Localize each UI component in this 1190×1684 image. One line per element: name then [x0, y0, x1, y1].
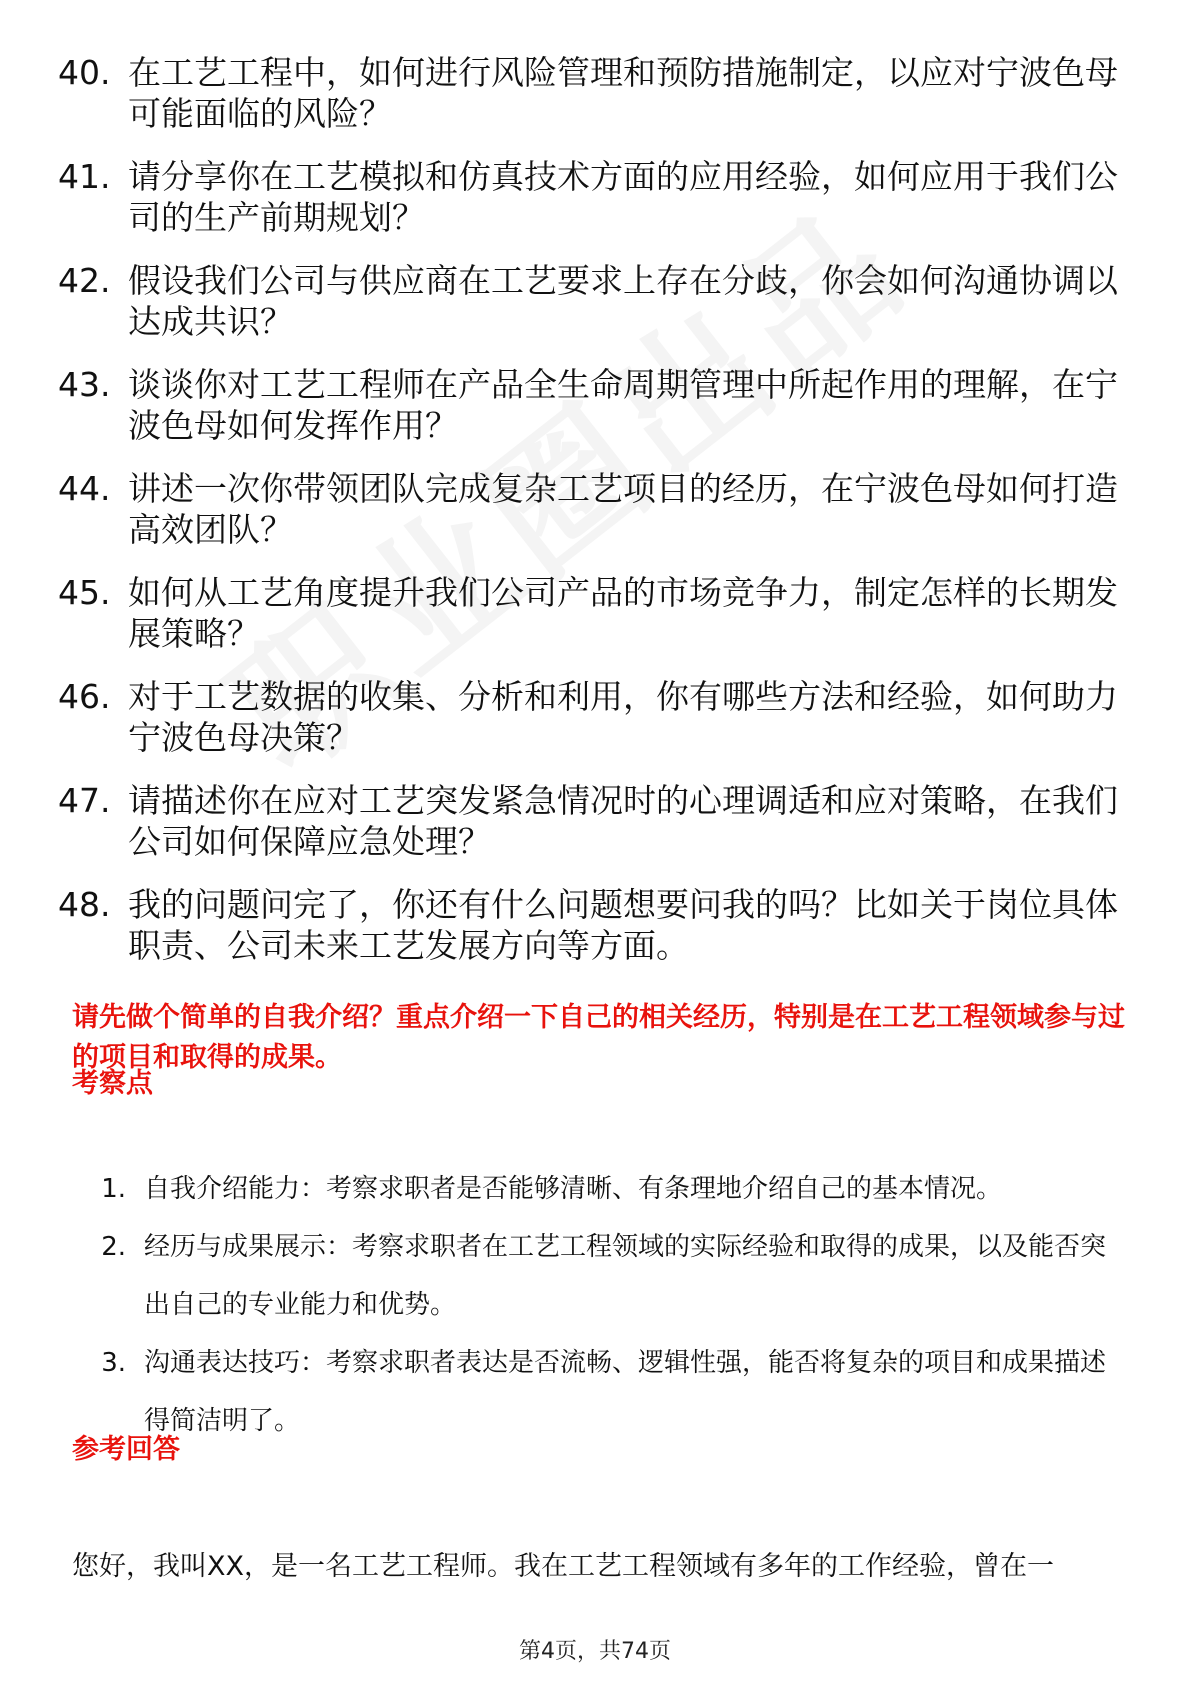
question-number: 44. [58, 469, 111, 508]
question-number: 42. [58, 261, 111, 300]
assessment-points-list [72, 1160, 1122, 1450]
assessment-point [72, 1160, 1122, 1218]
question-text: 如何从工艺角度提升我们公司产品的市场竞争力，制定怎样的长期发展策略？ [128, 573, 1118, 653]
point-text: 沟通表达技巧：考察求职者表达是否流畅、逻辑性强，能否将复杂的项目和成果描述得简洁明了。 [144, 1348, 1107, 1436]
question-number: 43. [58, 365, 111, 404]
point-number: 1. [101, 1174, 126, 1204]
page-footer: 第4页，共74页 [519, 1639, 671, 1664]
question-number: 45. [58, 573, 111, 612]
question-item [58, 468, 1118, 550]
point-number: 2. [101, 1232, 126, 1262]
assessment-heading: 考察点 [72, 1068, 153, 1099]
assessment-point [72, 1218, 1122, 1334]
assessment-point [72, 1334, 1122, 1450]
question-number: 47. [58, 781, 111, 820]
point-text: 自我介绍能力：考察求职者是否能够清晰、有条理地介绍自己的基本情况。 [144, 1174, 1003, 1204]
question-text: 讲述一次你带领团队完成复杂工艺项目的经历，在宁波色母如何打造高效团队？ [128, 469, 1118, 549]
question-number: 48. [58, 885, 111, 924]
question-item [58, 884, 1118, 966]
question-list [58, 52, 1118, 988]
point-text: 经历与成果展示：考察求职者在工艺工程领域的实际经验和取得的成果，以及能否突出自己的专业能力和优势。 [144, 1232, 1107, 1320]
answer-heading: 参考回答 [72, 1434, 180, 1465]
question-number: 40. [58, 53, 111, 92]
question-text: 在工艺工程中，如何进行风险管理和预防措施制定，以应对宁波色母可能面临的风险？ [128, 53, 1118, 133]
question-text: 我的问题问完了，你还有什么问题想要问我的吗？比如关于岗位具体职责、公司未来工艺发展方向等方面。 [128, 885, 1118, 965]
question-item [58, 676, 1118, 758]
question-item [58, 156, 1118, 238]
highlight-question: 请先做个简单的自我介绍？重点介绍一下自己的相关经历，特别是在工艺工程领域参与过的项目和取得的成果。 [72, 1002, 1125, 1073]
answer-text: 您好，我叫XX，是一名工艺工程师。我在工艺工程领域有多年的工作经验，曾在一 [72, 1551, 1054, 1582]
question-text: 假设我们公司与供应商在工艺要求上存在分歧，你会如何沟通协调以达成共识？ [128, 261, 1118, 341]
question-item [58, 52, 1118, 134]
question-number: 41. [58, 157, 111, 196]
question-text: 谈谈你对工艺工程师在产品全生命周期管理中所起作用的理解，在宁波色母如何发挥作用？ [128, 365, 1118, 445]
question-item [58, 780, 1118, 862]
question-item [58, 364, 1118, 446]
question-item [58, 260, 1118, 342]
question-item [58, 572, 1118, 654]
question-text: 请分享你在工艺模拟和仿真技术方面的应用经验，如何应用于我们公司的生产前期规划？ [128, 157, 1118, 237]
question-number: 46. [58, 677, 111, 716]
question-text: 请描述你在应对工艺突发紧急情况时的心理调适和应对策略，在我们公司如何保障应急处理？ [128, 781, 1118, 861]
point-number: 3. [101, 1348, 126, 1378]
question-text: 对于工艺数据的收集、分析和利用，你有哪些方法和经验，如何助力宁波色母决策？ [128, 677, 1118, 757]
